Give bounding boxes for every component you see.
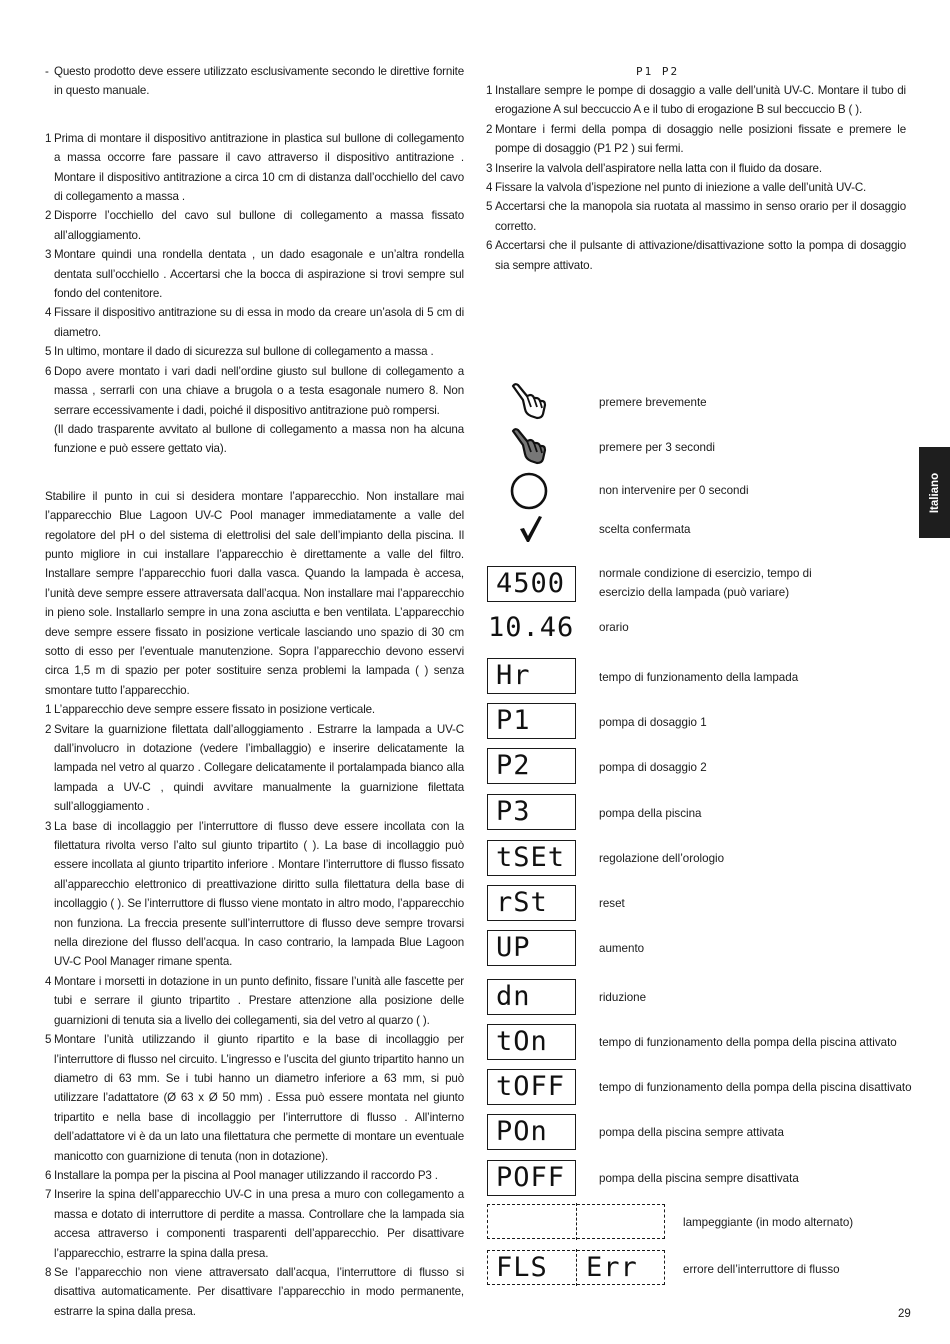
list-item: 6 Installare la pompa per la piscina al Pool manager utilizzando il raccordo P3 . [45, 1168, 438, 1182]
lcd-display: POn [487, 1114, 576, 1150]
pump-codes-heading: P1 P2 [636, 65, 680, 78]
legend-text: pompa di dosaggio 1 [599, 716, 707, 729]
legend-text: tempo di funzionamento della pompa della piscina disattivato [599, 1081, 912, 1094]
legend-text: reset [599, 897, 625, 910]
legend-text: pompa di dosaggio 2 [599, 761, 707, 774]
list-item: 3 Montare quindi una rondella dentata , un dado esagonale e un’altra rondella dentata sull’occhiello . Accertarsi che la bocca di aspirazione si trovi sempre sul fondo del contenitore. [45, 248, 464, 301]
list-item: 4 Fissare la valvola d’ispezione nel punto di iniezione a valle dell’unità UV-C. [486, 181, 867, 195]
legend-text: pompa della piscina sempre disattivata [599, 1172, 799, 1185]
legend-row [487, 840, 917, 880]
lcd-display: POFF [487, 1160, 576, 1196]
language-tab [919, 447, 950, 538]
legend-row [487, 1160, 917, 1200]
legend-text: tempo di funzionamento della lampada [599, 671, 799, 684]
intro-text: Questo prodotto deve essere utilizzato esclusivamente secondo le direttive fornite in questo manuale. [54, 65, 464, 98]
legend-row [487, 383, 917, 423]
list-item: 2 Disporre l’occhiello del cavo sul bullone di collegamento a massa fissato all’alloggiamento. [45, 209, 464, 242]
lcd-display: 10.46 [488, 612, 575, 643]
legend-row [487, 1114, 917, 1154]
list-item: 2 Montare i fermi della pompa di dosaggio nelle posizioni fissate e premere le pompe di dosaggio (P1 P2 ) sui fermi. [486, 122, 906, 156]
legend-row [487, 1250, 917, 1290]
lcd-display-error [487, 1250, 665, 1285]
intro-note: - Questo prodotto deve essere utilizzato esclusivamente secondo le direttive fornite in questo manuale. [45, 62, 464, 101]
legend-text: lampeggiante (in modo alternato) [683, 1216, 854, 1229]
legend-text: non intervenire per 0 secondi [599, 484, 749, 497]
list-item: 8 Se l’apparecchio non viene attraversato dall’acqua, l’interruttore di flusso si disattiva automaticamente. Per disattivare l’apparecchio in modo permanente, estrarre la spina dalla presa. [45, 1265, 464, 1318]
legend-text: pompa della piscina sempre attivata [599, 1126, 784, 1139]
legend-row [487, 885, 917, 925]
legend-text: pompa della piscina [599, 807, 702, 820]
list-item: 7 Inserire la spina dell’apparecchio UV-C in una presa a muro con collegamento a massa e dotato di interruttore di perdite a massa. Controllare che la lampada sia accesa attraverso i componenti trasparenti dell’apparecchio. Per disattivare l’apparecchio, estrarre la spina dalla presa. [45, 1188, 464, 1260]
legend-text: tempo di funzionamento della pompa della piscina attivato [599, 1036, 897, 1049]
lcd-display: rSt [487, 885, 576, 921]
circle-icon [509, 471, 549, 511]
hand-press-filled-icon [509, 428, 549, 468]
lcd-display: dn [487, 979, 576, 1015]
list-item: 5 Accertarsi che la manopola sia ruotata al massimo in senso orario per il dosaggio corretto. [486, 200, 906, 233]
legend-text: premere brevemente [599, 396, 707, 409]
list-item: 4 Fissare il dispositivo antitrazione su di essa in modo da creare un’asola di 5 cm di diametro. [45, 306, 464, 339]
legend-text: normale condizione di esercizio, tempo di esercizio della lampada (può variare) [599, 567, 812, 600]
lcd-right-text: Err [586, 1252, 638, 1283]
legend-row [487, 748, 917, 788]
list-item: 2 Svitare la guarnizione filettata dall’alloggiamento . Estrarre la lampada a UV-C dall’involucro in dotazione (vedere l’imballaggio) e inserire delicatamente la lampada nel vetro al quarzo . Collegare delicatamente il portalampada bianco alla lampada a UV-C , quindi avvitare manualmente la guarnizione filettata sull’alloggiamento . [45, 722, 464, 814]
list-item: 1 Prima di montare il dispositivo antitrazione in plastica sul bullone di collegamento a massa occorre fare passare il cavo attraverso il dispositivo antitrazione . Montare il dispositivo antitrazione a circa 10 cm di distanza dall’occhiello del cavo di collegamento a massa . [45, 131, 464, 204]
lcd-display: tOn [487, 1024, 576, 1060]
page-number: 29 [898, 1308, 911, 1320]
legend-row [487, 514, 917, 546]
list-item: 1 Installare sempre le pompe di dosaggio a valle dell’unità UV-C. Montare il tubo di erogazione A sul beccuccio A e il tubo di erogazione B sul beccuccio B ( ). [486, 84, 906, 117]
lcd-display: 4500 [487, 566, 576, 602]
legend-text: scelta confermata [599, 523, 691, 536]
legend-row [487, 658, 917, 698]
list-item: (Il dado trasparente avvitato al bullone di collegamento a massa non ha alcuna funzione e può essere gettato via). [54, 422, 464, 456]
legend-row [487, 703, 917, 743]
lcd-display: Hr [487, 658, 576, 694]
list-item: 5 In ultimo, montare il dado di sicurezza sul bullone di collegamento a massa . [45, 345, 434, 359]
left-column [45, 62, 464, 1321]
install-paragraph: Stabilire il punto in cui si desidera montare l’apparecchio. Non installare mai l’apparecchio Blue Lagoon UV-C Pool manager immediatamente a valle del regolatore del pH o del sistema di elettrolisi del sale dell’impianto della piscina. Il punto migliore in cui installare l’apparecchio è direttamente a valle del filtro. Installare sempre l’apparecchio fuori dalla vasca. Quando la lampada è accesa, l’unità deve sempre essere attraversata dall’acqua. Non installare mai l’apparecchio in pieno sole. Installarlo sempre in una zona asciutta e ben ventilata. L’apparecchio deve sempre essere fissato in posizione verticale lasciando uno spazio di 30 cm sotto di esso per l’eventuale manutenzione. Sopra l’apparecchio devono esservi circa 1,5 m di spazio per poter sostituire senza problemi la lampada ( ) senza smontare tutto l’apparecchio. [45, 489, 464, 697]
legend-text: orario [599, 621, 629, 634]
legend-row [487, 1204, 917, 1244]
legend-text: errore dell’interruttore di flusso [683, 1263, 840, 1276]
legend-text: premere per 3 secondi [599, 441, 715, 454]
lcd-display: P2 [487, 748, 576, 784]
list-item: 1 L’apparecchio deve sempre essere fissato in posizione verticale. [45, 703, 376, 717]
right-column [486, 62, 906, 275]
legend-row [487, 1069, 917, 1109]
list-item: 6 Dopo avere montato i vari dadi nell’ordine giusto sul bullone di collegamento a massa , serrarli con una chiave a brugola o a testa esagonale numero 8. Non serrare eccessivamente i dadi, poiché il dispositivo antitrazione può rompersi. [45, 364, 464, 417]
list-item: 6 Accertarsi che il pulsante di attivazione/disattivazione sotto la pompa di dosaggio sia sempre attivato. [486, 239, 906, 272]
section-antitrazione [45, 129, 464, 459]
lcd-display: P1 [487, 703, 576, 739]
legend-row [487, 428, 917, 468]
lcd-left-text: FLS [496, 1252, 548, 1283]
lcd-display: P3 [487, 794, 576, 830]
lcd-display: tSEt [487, 840, 576, 876]
legend-row [487, 930, 917, 970]
checkmark-icon [517, 514, 545, 544]
legend-row [487, 564, 917, 604]
legend-row [487, 979, 917, 1019]
legend-row [487, 794, 917, 834]
list-item: 3 Inserire la valvola dell’aspiratore nella latta con il fluido da dosare. [486, 161, 822, 175]
list-item: 5 Montare l’unità utilizzando il giunto ripartito e la base di incollaggio per l’interruttore di flusso nel circuito. L’ingresso e l’uscita del giunto tripartito hanno un diametro di 63 mm. Se i tubi hanno un diametro inferiore a 63 mm, si può utilizzare l’adattatore (Ø 63 x Ø 50 mm) . Essa può essere montata nel giunto tripartito e nella base di incollaggio per l’interruttore di flusso . All’interno dell’adattatore vi è da un lato una filettatura che permette di montare un eventuale manicotto con guarnizione di tenuta (non in dotazione). [45, 1033, 464, 1163]
hand-press-outline-icon [509, 383, 549, 423]
list-item: 3 La base di incollaggio per l’interruttore di flusso deve essere incollata con la filettatura rivolta verso l’alto sul giunto tripartito ( ). La base di incollaggio può essere incollata al giunto tripartito inferiore . Montare l’interruttore di flusso fissato all’apparecchio elettronico di preattivazione diritto sulla filettatura della base di incollaggio ( ). Se l’interruttore di flusso viene montato in altro modo, l’apparecchio non funziona. La freccia presente sull’interruttore di flusso deve sempre trovarsi nella direzione del flusso dell’acqua. In caso contrario, la lampada Blue Lagoon UV-C Pool Manager rimane spenta. [45, 819, 464, 969]
lcd-display-blinking [487, 1204, 665, 1239]
legend-row [487, 610, 917, 650]
lcd-display: UP [487, 930, 576, 966]
legend-text: regolazione dell’orologio [599, 852, 725, 865]
section-installazione [45, 487, 464, 1321]
list-item: 4 Montare i morsetti in dotazione in un punto definito, fissare l’unità alle fascette per tubi e serrare il giunto tripartito . Prestare attenzione alla posizione delle guarnizioni di tenuta sia a livello dei collegamenti, sia del vetro al quarzo ( ). [45, 974, 464, 1027]
legend-row [487, 1024, 917, 1064]
legend-text: riduzione [599, 991, 647, 1004]
lcd-display: tOFF [487, 1069, 576, 1105]
legend-text: aumento [599, 942, 645, 955]
language-tab-label: Italiano [928, 472, 941, 513]
legend-row [487, 471, 917, 511]
